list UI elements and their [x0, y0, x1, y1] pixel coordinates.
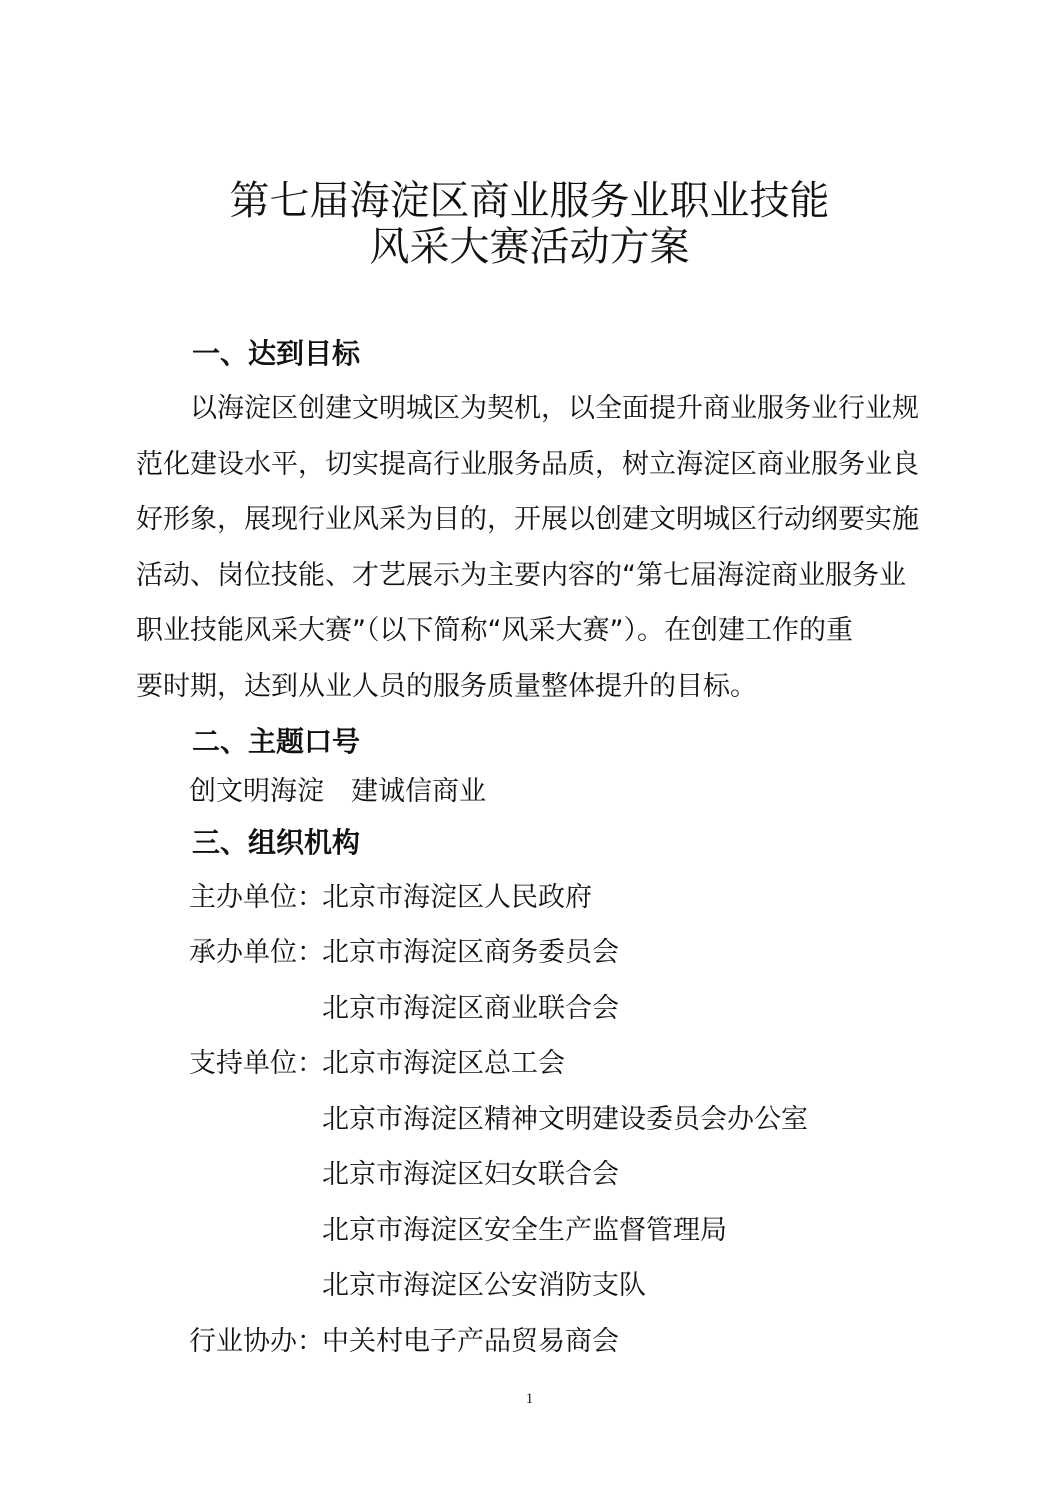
organizer-value-1: 北京市海淀区商务委员会	[322, 937, 619, 968]
section-1-line-6: 要时期，达到从业人员的服务质量整体提升的目标。	[136, 671, 757, 702]
section-1-line-3: 好形象，展现行业风采为目的，开展以创建文明城区行动纲要实施	[136, 504, 919, 535]
section-2-heading: 二、主题口号	[192, 725, 361, 758]
slogan: 创文明海淀 建诚信商业	[189, 776, 486, 807]
page-number: 1	[525, 1391, 534, 1407]
assist-value: 中关村电子产品贸易商会	[322, 1326, 619, 1357]
page-title-line-1: 第七届海淀区商业服务业职业技能	[229, 178, 830, 224]
host-label: 主办单位：	[189, 882, 324, 913]
host-value: 北京市海淀区人民政府	[322, 882, 592, 913]
organizer-label: 承办单位：	[189, 937, 324, 968]
support-label: 支持单位：	[189, 1048, 324, 1079]
support-value-5: 北京市海淀区公安消防支队	[322, 1270, 646, 1301]
support-value-3: 北京市海淀区妇女联合会	[322, 1159, 619, 1190]
section-1-line-1: 以海淀区创建文明城区为契机，以全面提升商业服务业行业规	[136, 393, 919, 424]
section-1-line-2: 范化建设水平，切实提高行业服务品质，树立海淀区商业服务业良	[136, 449, 919, 480]
support-value-4: 北京市海淀区安全生产监督管理局	[322, 1215, 727, 1246]
section-1-line-4: 活动、岗位技能、才艺展示为主要内容的“第七届海淀商业服务业	[136, 560, 906, 591]
support-value-1: 北京市海淀区总工会	[322, 1048, 565, 1079]
section-1-line-5: 职业技能风采大赛”（以下简称“风采大赛”）。在创建工作的重	[136, 615, 853, 646]
organizer-value-2: 北京市海淀区商业联合会	[322, 993, 619, 1024]
section-1-heading: 一、达到目标	[192, 337, 361, 370]
support-value-2: 北京市海淀区精神文明建设委员会办公室	[322, 1104, 808, 1135]
section-3-heading: 三、组织机构	[192, 826, 361, 859]
page-title-line-2: 风采大赛活动方案	[369, 224, 690, 270]
assist-label: 行业协办：	[189, 1326, 324, 1357]
